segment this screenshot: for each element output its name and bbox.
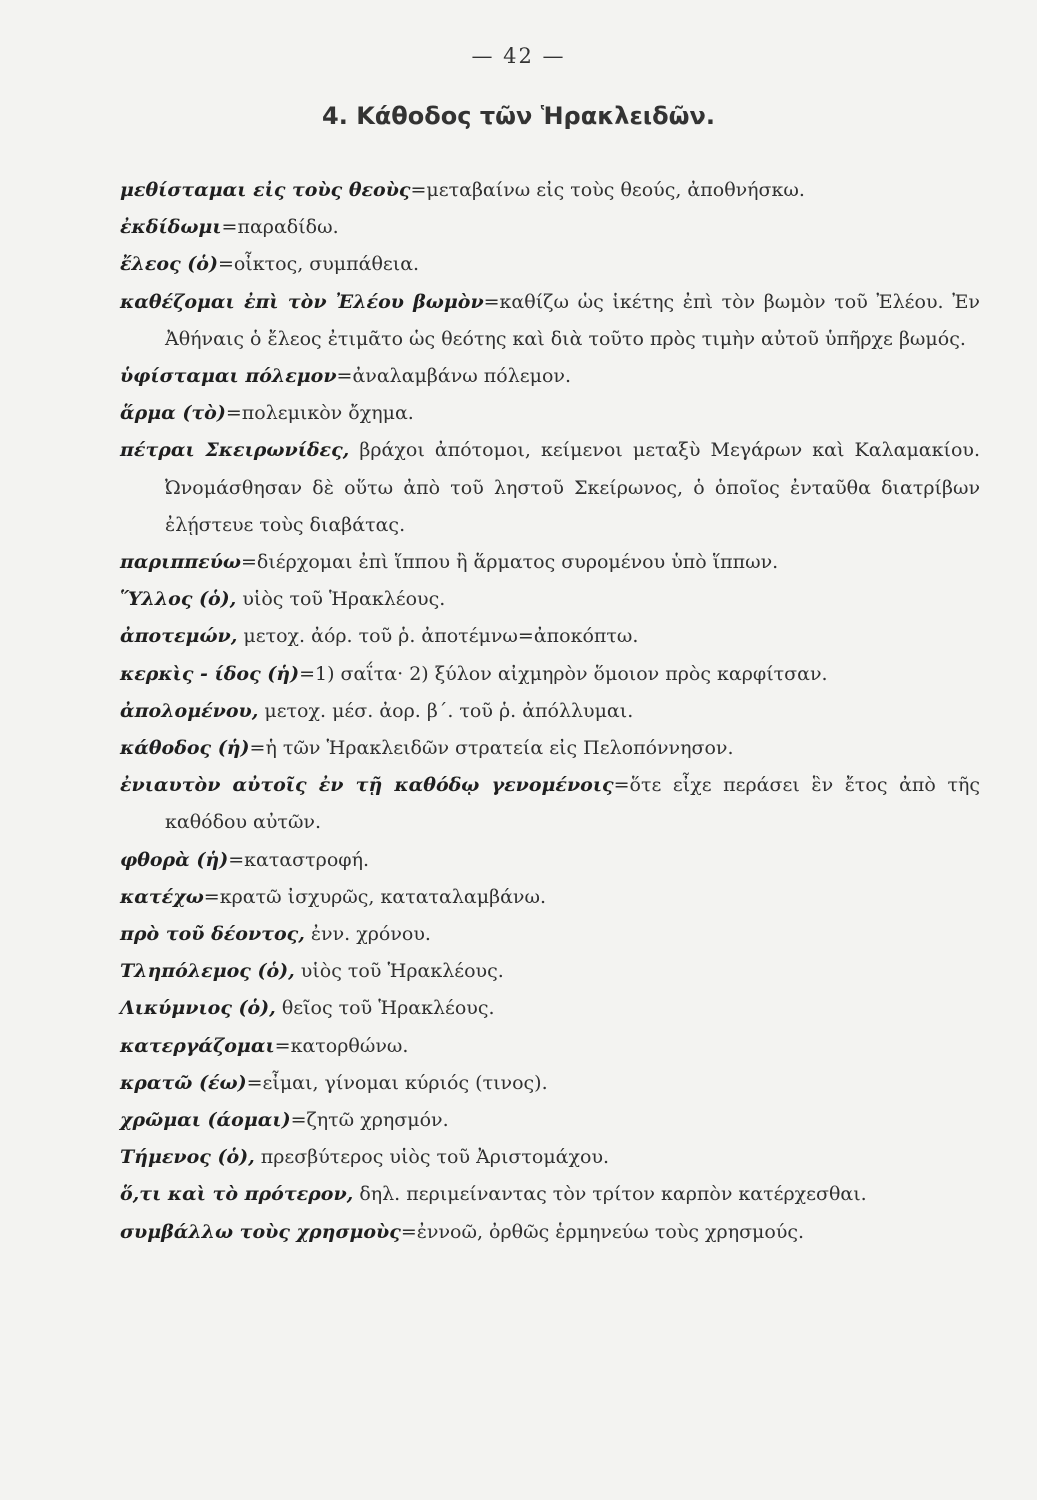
glossary-entry [120,581,980,618]
glossary-entry [120,432,980,544]
section-title: 4. Κάθοδος τῶν Ἡρακλειδῶν. [322,102,715,130]
glossary-entry [120,1176,980,1213]
entry-definition: =ὅτε εἶχε περάσει ἓν ἔτος ἀπὸ τῆς καθόδου αὐτῶν. [165,774,980,834]
entry-definition: =κρατῶ ἰσχυρῶς, καταταλαμβάνω. [203,885,547,908]
entry-definition: =καταστροφή. [228,848,369,871]
entry-definition: =μεταβαίνω εἰς τοὺς θεούς, ἀποθνήσκω. [410,179,805,201]
entry-definition: =καθίζω ὡς ἱκέτης ἐπὶ τὸν βωμὸν τοῦ Ἐλέου. Ἐν Ἀθήναις ὁ ἔλεος ἐτιμᾶτο ὡς θεότης καὶ διὰ τοῦτο πρὸς τιμὴν αὐτοῦ ὑπῆρχε βωμός. [165,290,980,350]
glossary-entry [120,395,980,432]
glossary-entry [120,1028,980,1065]
glossary-entry [120,1139,980,1176]
glossary-entry [120,767,980,841]
entry-definition: =εἶμαι, γίνομαι κύριός (τινος). [246,1071,548,1094]
entry-term: φθορὰ (ἡ) [120,848,229,871]
entry-term: ὅ,τι καὶ τὸ πρότερον, [120,1183,354,1206]
entry-term: ἀπολομένου, [120,699,259,722]
glossary-entry [120,693,980,730]
entry-definition: =ζητῶ χρησμόν. [290,1109,449,1132]
glossary-entry [120,842,980,879]
entry-term: Τήμενος (ὁ), [120,1146,255,1169]
glossary-entry [120,879,980,916]
entry-term: πέτραι Σκειρωνίδες, [120,439,350,462]
entry-term: ἔλεος (ὁ) [120,253,218,276]
entry-term: κάθοδος (ἡ) [120,737,250,760]
entry-term: Λικύμνιος (ὁ), [120,997,276,1020]
glossary-entry [120,1214,980,1251]
entry-term: ἀποτεμών, [120,625,238,648]
entry-term: κρατῶ (έω) [120,1071,247,1094]
glossary-entry [120,358,980,395]
entry-definition: βράχοι ἀπότομοι, κείμενοι μεταξὺ Μεγάρων καὶ Καλαμακίου. Ὠνομάσθησαν δὲ οὕτω ἀπὸ τοῦ ληστοῦ Σκείρωνος, ὁ ὁποῖος ἐνταῦθα διατρίβων ἐλῄστευε τοὺς διαβάτας. [165,439,980,536]
entry-term: χρῶμαι (άομαι) [120,1109,291,1132]
glossary-entry [120,172,980,209]
entry-term: κατέχω [120,885,204,908]
entry-definition: υἱὸς τοῦ Ἡρακλέους. [236,588,446,611]
glossary-entry [120,730,980,767]
entry-definition: =ἡ τῶν Ἡρακλειδῶν στρατεία εἰς Πελοπόννησον. [249,737,734,760]
glossary-entry [120,1102,980,1139]
entry-definition: =πολεμικὸν ὄχημα. [225,402,414,425]
glossary-entry [120,618,980,655]
entry-term: συμβάλλω τοὺς χρησμοὺς [120,1220,401,1243]
entry-term: κατεργάζομαι [120,1034,275,1057]
entry-definition: =παραδίδω. [221,216,339,239]
entry-definition: δηλ. περιμείναντας τὸν τρίτον καρπὸν κατέρχεσθαι. [353,1183,867,1206]
glossary-entry [120,916,980,953]
glossary-entry [120,209,980,246]
entry-definition: =ἀναλαμβάνω πόλεμον. [336,365,571,388]
entry-term: κερκὶς - ίδος (ἡ) [120,662,300,685]
glossary-entry [120,544,980,581]
entry-term: ἐκδίδωμι [120,216,222,239]
entry-definition: μετοχ. ἀόρ. τοῦ ῥ. ἀποτέμνω=ἀποκόπτω. [237,625,639,648]
entry-term: Ὕλλος (ὁ), [120,588,237,611]
glossary-entry [120,656,980,693]
glossary-entry [120,953,980,990]
entry-definition: =κατορθώνω. [274,1034,409,1057]
glossary-entry [120,284,980,358]
entry-term: ὑφίσταμαι πόλεμον [120,365,337,388]
glossary-entry [120,246,980,283]
entry-term: πρὸ τοῦ δέοντος, [120,923,305,946]
entry-definition: υἱὸς τοῦ Ἡρακλέους. [294,960,504,983]
entry-definition: =διέρχομαι ἐπὶ ἵππου ἢ ἅρματος συρομένου ὑπὸ ἵππων. [241,551,779,574]
entry-definition: μετοχ. μέσ. ἀορ. β΄. τοῦ ῥ. ἀπόλλυμαι. [258,699,634,722]
glossary-entry [120,990,980,1027]
entry-definition: =οἶκτος, συμπάθεια. [217,253,420,276]
entry-term: Τληπόλεμος (ὁ), [120,960,295,983]
entry-term: ἅρμα (τὸ) [120,402,226,425]
entry-definition: θεῖος τοῦ Ἡρακλέους. [275,997,495,1020]
entry-definition: =ἐννοῶ, ὀρθῶς ἑρμηνεύω τοὺς χρησμούς. [400,1220,805,1243]
entry-term: μεθίσταμαι εἰς τοὺς θεοὺς [120,179,411,201]
page-number: — 42 — [471,44,566,68]
entry-definition: ἐνν. χρόνου. [304,923,431,946]
entry-definition: πρεσβύτερος υἱὸς τοῦ Ἀριστομάχου. [254,1146,610,1169]
entry-definition: =1) σαΐτα· 2) ξύλον αἰχμηρὸν ὅμοιον πρὸς καρφίτσαν. [299,662,828,685]
glossary [120,172,980,1251]
entry-term: καθέζομαι ἐπὶ τὸν Ἐλέου βωμὸν [120,290,484,313]
entry-term: ἐνιαυτὸν αὐτοῖς ἐν τῇ καθόδῳ γενομένοις [120,774,614,797]
glossary-entry [120,1065,980,1102]
entry-term: παριππεύω [120,551,241,574]
